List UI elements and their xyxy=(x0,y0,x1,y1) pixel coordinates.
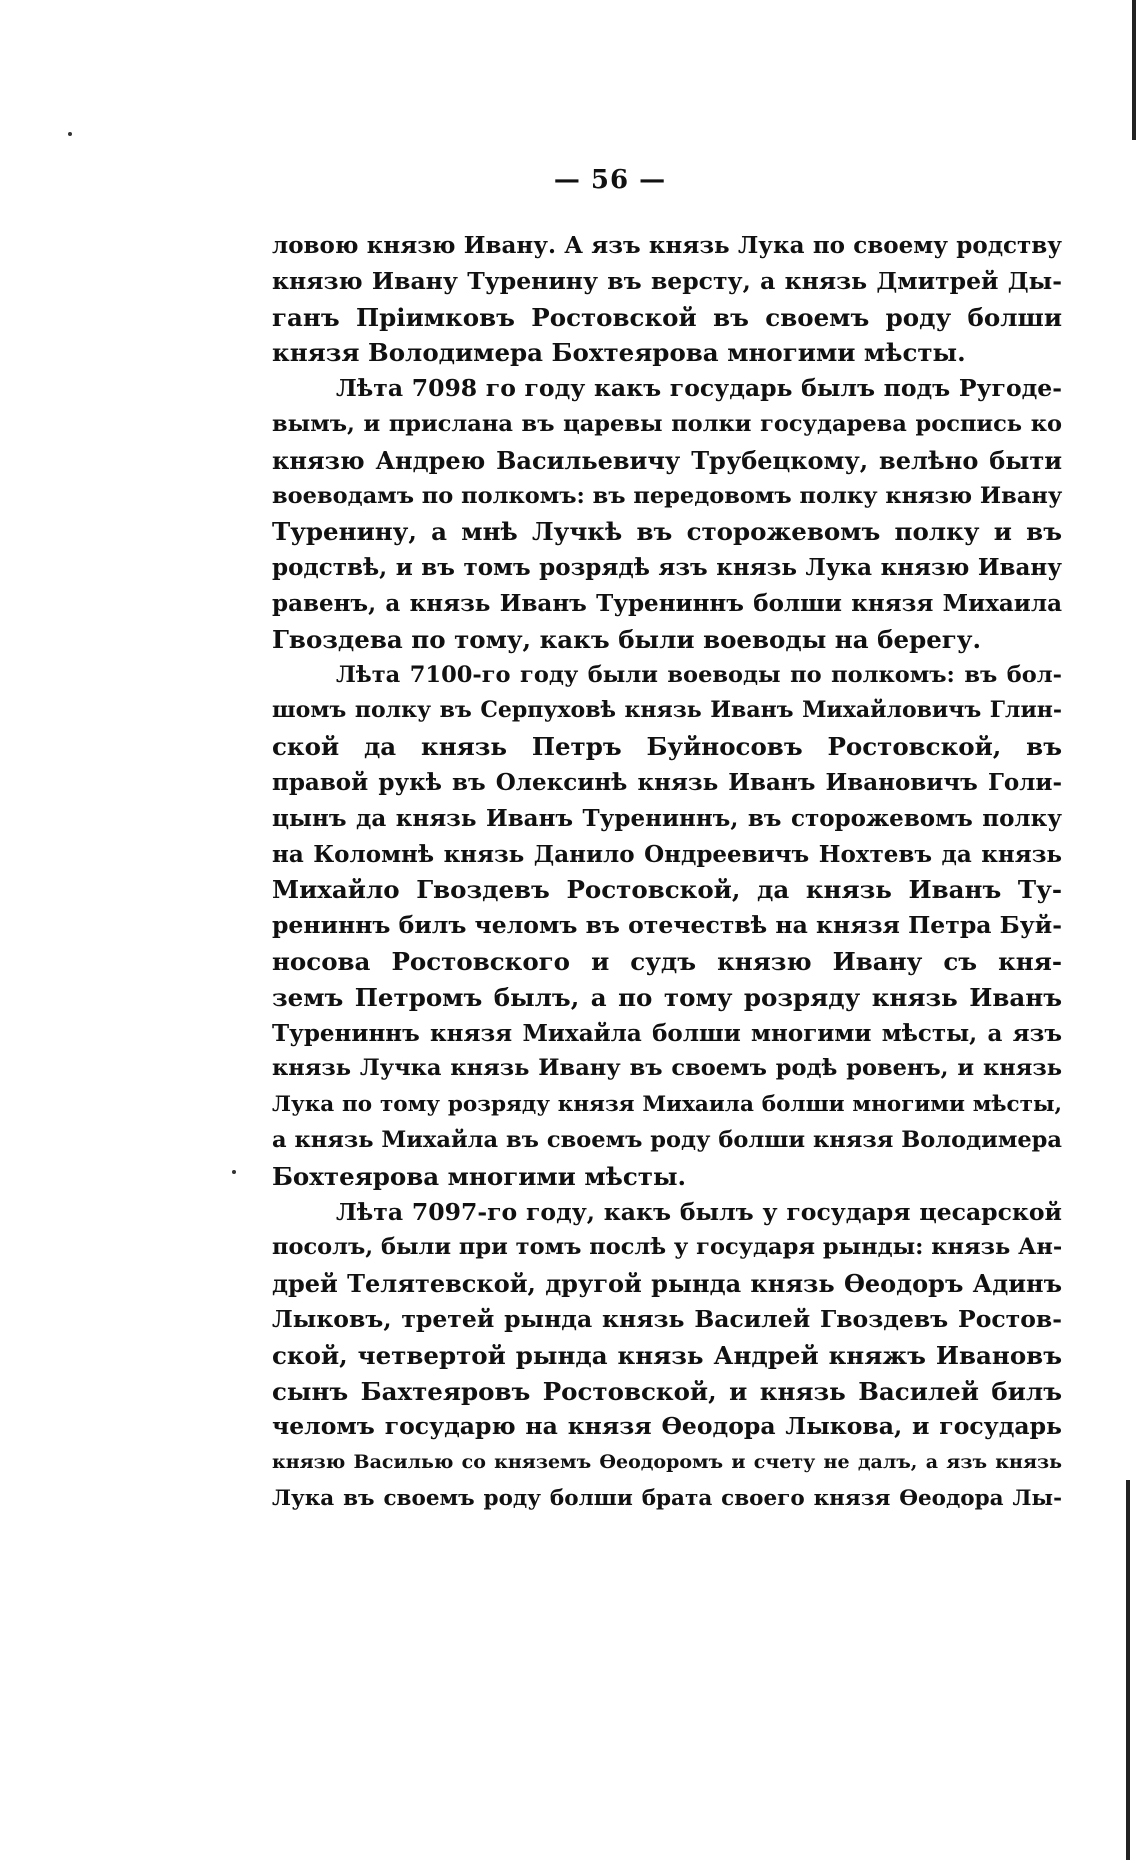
text-line: правой рукѣ въ Олексинѣ князь Иванъ Ивановичъ Голи- xyxy=(272,768,1062,796)
scan-edge-bottom xyxy=(1126,1480,1130,1860)
page-number-value: 56 xyxy=(590,165,630,195)
page-number xyxy=(0,165,1140,195)
text-line: князю Ивану Туренину въ версту, а князь Дмитрей Ды- xyxy=(272,266,1062,295)
text-line: ловою князю Ивану. А язъ князь Лука по своему родству xyxy=(272,232,1062,259)
text-line: вымъ, и прислана въ царевы полки государева роспись ко xyxy=(272,410,1062,437)
text-line: дрей Телятевской, другой рында князь Ѳеодоръ Адинъ xyxy=(272,1269,1062,1299)
text-line: равенъ, а князь Иванъ Турениннъ болши князя Михаила xyxy=(272,589,1062,617)
paragraph-start-line: Лѣта 7097-го году, какъ былъ у государя цесарской xyxy=(336,1197,1062,1226)
text-line: ганъ Прiимковъ Ростовской въ своемъ роду болши xyxy=(272,302,1062,332)
scan-speck xyxy=(68,132,72,136)
text-line: на Коломнѣ князь Данило Ондреевичъ Нохтевъ да князь xyxy=(272,840,1062,868)
text-line: носова Ростовского и судъ князю Ивану съ кня- xyxy=(272,946,1062,976)
paragraph-start-line: Лѣта 7100-го году были воеводы по полкомъ: въ бол- xyxy=(336,661,1062,688)
text-line: посолъ, были при томъ послѣ у государя рынды: князь Ан- xyxy=(272,1234,1063,1261)
text-line: цынъ да князь Иванъ Турениннъ, въ сторожевомъ полку xyxy=(272,804,1062,832)
text-line: воеводамъ по полкомъ: въ передовомъ полку князю Ивану xyxy=(272,482,1063,509)
text-line: а князь Михайла въ своемъ роду болши князя Володимера xyxy=(272,1126,1062,1153)
text-line: князя Володимера Бохтеярова многими мѣсты. xyxy=(272,338,966,368)
text-line: Гвоздева по тому, какъ были воеводы на берегу. xyxy=(272,624,982,654)
text-line: Лука въ своемъ роду болши брата своего князя Ѳеодора Лы- xyxy=(272,1485,1062,1511)
page-number-dash-right: — xyxy=(639,165,667,195)
text-line: ской да князь Петръ Буйносовъ Ростовской, въ xyxy=(272,732,1062,762)
text-line: Туренину, а мнѣ Лучкѣ въ сторожевомъ полку и въ xyxy=(272,517,1062,547)
text-line: Лука по тому розряду князя Михаила болши многими мѣсты, xyxy=(272,1092,1062,1118)
text-line: челомъ государю на князя Ѳеодора Лыкова, и государь xyxy=(272,1412,1062,1441)
text-line: сынъ Бахтеяровъ Ростовской, и князь Василей билъ xyxy=(272,1376,1062,1406)
text-line: князю Андрею Васильевичу Трубецкому, велѣно быти xyxy=(272,445,1062,475)
text-line: Турениннъ князя Михайла болши многими мѣсты, а язъ xyxy=(272,1019,1062,1047)
text-line: рениннъ билъ челомъ въ отечествѣ на князя Петра Буй- xyxy=(272,911,1062,940)
text-line: родствѣ, и въ томъ розрядѣ язъ князь Лука князю Ивану xyxy=(272,554,1062,582)
text-line: Лыковъ, третей рында князь Василей Гвоздевъ Ростов- xyxy=(272,1304,1062,1333)
text-line: князю Василью со княземъ Ѳеодоромъ и счету не далъ, а язъ князь xyxy=(272,1451,1062,1474)
text-line: земъ Петромъ былъ, а по тому розряду князь Иванъ xyxy=(272,982,1062,1012)
body-text xyxy=(272,228,1062,1517)
paragraph-start-line: Лѣта 7098 го году какъ государь былъ подъ Ругоде- xyxy=(336,374,1062,403)
scan-speck xyxy=(232,1170,236,1174)
text-line: шомъ полку въ Серпуховѣ князь Иванъ Михайловичъ Глин- xyxy=(272,697,1062,724)
text-line: князь Лучка князь Ивану въ своемъ родѣ ровенъ, и князь xyxy=(272,1055,1062,1082)
text-line: ской, четвертой рында князь Андрей княжъ Ивановъ xyxy=(272,1340,1062,1370)
text-line: Бохтеярова многими мѣсты. xyxy=(272,1161,687,1191)
text-line: Михайло Гвоздевъ Ростовской, да князь Иванъ Ту- xyxy=(272,875,1062,905)
scan-edge-top xyxy=(1132,0,1136,140)
page-number-dash-left: — xyxy=(553,165,581,195)
